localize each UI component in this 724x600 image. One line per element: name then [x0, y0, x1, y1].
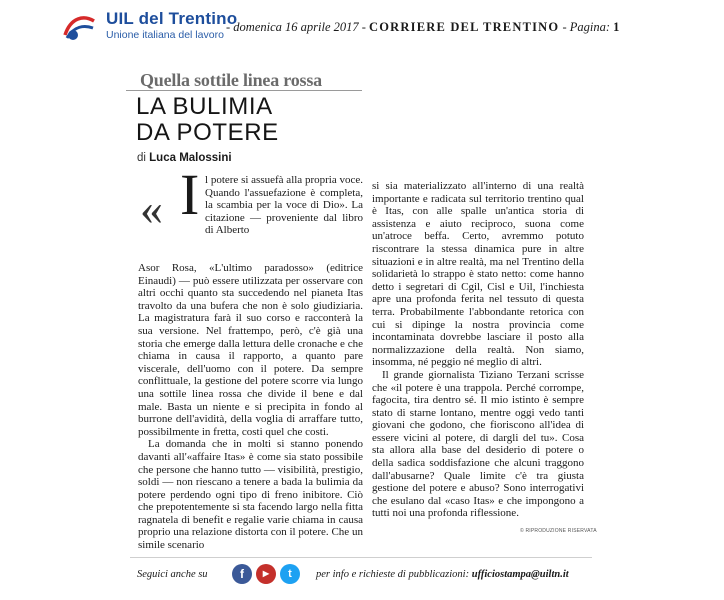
article-kicker: Quella sottile linea rossa: [140, 70, 322, 90]
article-column-2: [372, 180, 584, 520]
page-footer: [0, 562, 724, 592]
open-quote-mark: «: [140, 183, 163, 234]
logo-subtitle: Unione italiana del lavoro: [106, 29, 224, 41]
drop-cap: I: [180, 162, 200, 227]
logo-title: UIL del Trentino: [106, 9, 238, 28]
body-paragraph: si sia materializzato all'interno di una realtà importante e radicata sul territorio trentino qual è Itas, con alle spalle un'antica storia di assistenza e aiuto reciproco, suona come un'atroce beffa. Certo, avremmo potuto riscontrare la stessa dinamica pure in altre situazioni e in altre realtà, ma nel Trentino della solidarietà lo strappo è stato netto: come hanno detto i segretari di Cgil, Cisl e Uil, l'inchiesta apre una profonda ferita nel tessuto di questa terra. Probabilmente l'abbondante retorica con cui si dipinge la nostra provincia come incontaminata dovrebbe lasciare il posto alla normalizzazione della realtà. Non siamo, insomma, né peggio né meglio di altri.: [372, 180, 584, 369]
body-paragraph: Il grande giornalista Tiziano Terzani scrisse che «il potere è una trappola. Perché corrompe, fagocita, tira dentro sé. Il mio istinto è sempre stato di starne lontano, mentre oggi vedo tanti giovani che godono, che fioriscono all'idea di essere vicini al potere, di dargli del tu». Cosa sta allora alla base del desiderio di potere o della sadica soddisfazione che alcuni traggono dall'abusarne? Quale limite c'è tra giusta gestione del potere e abuso? Sono interrogativi che esulano dal «caso Itas» e che impongono a tutti noi una profonda riflessione.: [372, 368, 584, 520]
page-label: - Pagina:: [562, 20, 611, 34]
info-label: per info e richieste di pubblicazioni:: [316, 569, 470, 580]
intro-paragraph: l potere si assuefà alla propria voce. Quando l'assuefazione è completa, la scambia per la voce di Dio». La citazione — proveniente dal libro di Alberto: [205, 174, 363, 237]
copyright-note: © RIPRODUZIONE RISERVATA: [520, 528, 597, 534]
article-intro: [205, 174, 363, 237]
twitter-icon[interactable]: t: [280, 564, 300, 584]
article-column-1: [138, 262, 363, 552]
footer-divider: [130, 557, 592, 558]
page-number: 1: [613, 20, 620, 34]
byline-prefix: di: [137, 152, 146, 164]
kicker-divider: [126, 90, 362, 91]
uil-logo-icon: [62, 14, 96, 40]
article-headline: LA BULIMIA DA POTERE: [136, 93, 279, 146]
facebook-icon[interactable]: f: [232, 564, 252, 584]
follow-label: Seguici anche su: [137, 569, 208, 580]
newspaper-name: CORRIERE DEL TRENTINO: [369, 20, 560, 34]
footer-info: [316, 569, 569, 580]
body-paragraph: La domanda che in molti si stanno ponendo davanti all'«affaire Itas» è come sia stato possibile che persone che hanno tutto — visibilità, prestigio, soldi — non riescano a tenere a bada la bulimia da potere perdendo ogni tipo di freno inibitore. Ciò che prepotentemente si sta facendo largo nella fitta ragnatela di benefit e regalie varie chiama in causa proprio una relazione distorta con il potere. Che un simile scenario: [138, 438, 363, 552]
body-paragraph: Asor Rosa, «L'ultimo paradosso» (editrice Einaudi) — può essere utilizzata per osservare con altri occhi quanto sta succedendo nel pianeta Itas travolto da una bufera che non è solo giudiziaria. La magistratura farà il suo corso e racconterà la sua versione. Nel frattempo, però, c'è già una storia che emerge dalla lettura delle cronache e che chiama in causa il rapporto, a quanto pare viscerale, dell'uomo con il potere. Da sempre conflittuale, la gestione del potere scorre via lungo una sottile linea rossa che divide il bene e dal male. Basta un niente e si precipita in fondo al burrone dell'avidità, della voglia di arraffare tutto, possibilmente in fretta, costi quel che costi.: [138, 262, 363, 438]
youtube-icon[interactable]: ▶: [256, 564, 276, 584]
header-info: [226, 20, 619, 35]
contact-email[interactable]: ufficiostampa@uiltn.it: [471, 569, 569, 580]
page-header: [0, 0, 724, 52]
author-name: Luca Malossini: [149, 152, 232, 164]
date-text: - domenica 16 aprile 2017 -: [226, 20, 366, 34]
